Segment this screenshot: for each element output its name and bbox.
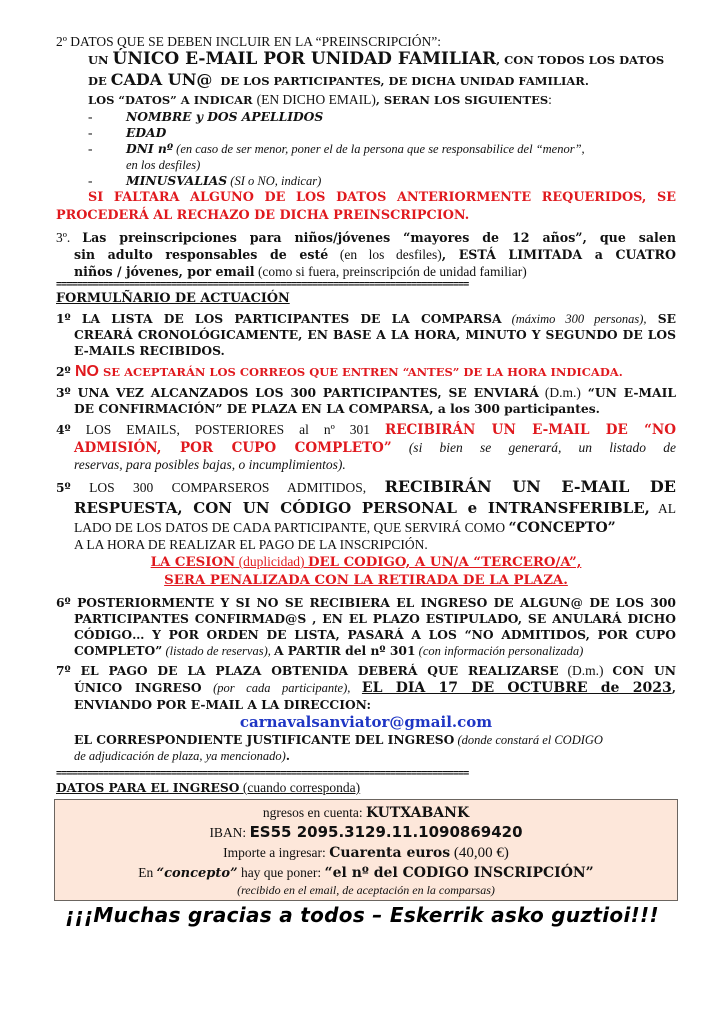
text: UN [88,53,113,67]
section3-line1 [56,229,676,246]
point-number: 7º [56,663,81,678]
text: LADO DE LOS DATOS DE CADA PARTICIPANTE, QUE SERVIRÁ COMO [74,520,509,535]
point6-line3 [56,627,676,643]
label: ngresos en cuenta: [262,805,366,820]
point7-line1 [56,663,676,679]
missing-data-warning-2 [56,207,676,224]
text: , ESTÁ LIMITADA a CUATRO [441,247,676,262]
amount-words: Cuarenta euros [329,845,451,861]
point5-line2 [56,498,676,519]
text: LA CESION [150,555,236,570]
text: RECIBIRÁN UN E-MAIL DE [384,477,676,496]
text: niños / jóvenes, por email [74,264,255,279]
point5-line4 [56,537,676,553]
missing-data-warning-1 [56,189,676,207]
text: LOS 300 COMPARSEROS ADMITIDOS, [70,480,385,495]
point7-line2 [56,679,676,697]
text: , [671,680,676,695]
point-number: 4º [56,422,71,437]
concept-word: “concepto” [156,866,238,881]
text: ENVIANDO POR E-MAIL A LA DIRECCION: [74,697,372,712]
text: , CON TODOS LOS DATOS [496,53,665,67]
concepto-emphasis: “CONCEPTO” [508,520,616,536]
bullet-dash: - [88,109,93,124]
item-label: NOMBRE y DOS APELLIDOS [126,109,324,124]
section2-heading-text: 2º DATOS QUE SE DEBEN INCLUIR EN LA “PREINSCRIPCIÓN”: [56,34,441,49]
text: AL [649,501,676,516]
thanks-message: ¡¡¡Muchas gracias a todos – Eskerrik asko guztioi!!! [65,903,659,927]
data-item-dni [56,141,676,157]
single-email-emphasis: ÚNICO E-MAIL POR UNIDAD FAMILIAR [112,49,497,69]
warning-text: SI FALTARA ALGUNO DE LOS DATOS ANTERIORMENTE REQUERIDOS, SE [88,190,676,205]
code-transfer-warning-2 [56,572,676,590]
point-number: 5º [56,480,71,495]
iban-number: ES55 2095.3129.11.1090869420 [249,823,523,841]
payment-date: EL DIA 17 DE OCTUBRE de 2023 [361,680,672,696]
text: (por cada participante), [201,681,362,695]
point5-line1 [56,477,676,498]
section2-line2 [56,70,676,91]
point5-line3 [56,519,676,537]
email-link[interactable]: carnavalsanviator@gmail.com [239,713,493,731]
concept-note [55,883,677,898]
point6-line1 [56,595,676,611]
text: CON UN [612,663,676,678]
point-number: 6º [56,595,78,610]
item-note: (en caso de ser menor, poner el de la persona que se responsabilice del “menor”, [173,142,585,156]
bullet-dash: - [88,125,93,140]
text: EL PAGO DE LA PLAZA OBTENIDA DEBERÁ QUE REALIZARSE [80,663,559,678]
label: Importe a ingresar: [223,845,330,860]
warning-text: PROCEDERÁ AL RECHAZO DE DICHA PREINSCRIPCION. [56,208,470,223]
text: (como si fuera, preinscripción de unidad familiar) [254,264,527,279]
section2-line1 [56,50,676,70]
point1-line1 [56,311,676,327]
text: RESPUESTA, CON UN CÓDIGO PERSONAL e INTRANSFERIBLE, [74,499,650,517]
contact-email[interactable] [56,713,676,732]
section3-number: 3º. [56,230,83,245]
point3-line2 [56,401,676,417]
section-title: DATOS PARA EL INGRESO [56,780,240,795]
text: (máximo 300 personas), [501,312,647,326]
text: sin adulto responsables de esté [74,247,329,262]
text: reservas, para posibles bajas, o incumplimientos). [74,457,346,472]
text: DE LOS PARTICIPANTES, DE DICHA UNIDAD FAMILIAR. [212,74,589,88]
text: CÓDIGO… Y POR ORDEN DE LISTA, PASARÁ A LOS “NO ADMITIDOS, POR CUPO [74,627,676,642]
text: LA LISTA DE LOS PARTICIPANTES DE LA COMPARSA [81,311,502,326]
text: (listado de reservas), [162,644,274,658]
bullet-dash: - [88,173,93,188]
text: (si bien se generará, un listado de [391,440,676,455]
point7-line6 [56,748,676,764]
ingreso-title [56,779,676,797]
amount-number: (40,00 €) [450,845,509,861]
separator-line: =============================================================================== [56,769,469,779]
text: PARTICIPANTES CONFIRMAD@S , EN EL PLAZO ESTIPULADO, SE ANULARÁ DICHO [74,611,676,626]
label: hay que poner: [237,865,325,880]
formulario-title [56,290,676,308]
point1-line3 [56,343,676,359]
code-transfer-warning-1 [56,553,676,572]
point-number: 1º [56,311,82,326]
iban-line [55,823,677,843]
data-item-disability [56,173,676,189]
text: : [548,92,552,107]
text: (donde constará el CODIGO [454,733,603,747]
text: (D.m.) [538,385,581,400]
text: ÚNICO INGRESO [74,680,202,695]
text: (D.m.) [558,663,613,678]
text: Las preinscripciones para niños/jóvenes “mayores de 12 años”, que salen [82,230,676,245]
cada-una-emphasis: CADA UN@ [110,70,213,89]
text: (cuando corresponda) [239,780,361,795]
text: CREARÁ CRONOLÓGICAMENTE, EN BASE A LA HORA, MINUTO Y SEGUNDO DE LOS [74,327,676,342]
label: En [138,865,157,880]
text: DE CONFIRMACIÓN” DE PLAZA EN LA COMPARSA, a los 300 participantes. [74,401,600,416]
text: , SERAN LOS SIGUIENTES [375,93,549,107]
concept-value: “el nº del CODIGO INSCRIPCIÓN” [324,865,594,881]
amount-line [55,843,677,863]
text: EL CORRESPONDIENTE JUSTIFICANTE DEL INGRESO [74,732,455,747]
text: SE [646,311,676,326]
data-item-age [56,125,676,141]
text: DEL CODIGO, A UN/A “TERCERO/A”, [307,555,582,570]
point1-line2 [56,327,676,343]
text: A LA HORA DE REALIZAR EL PAGO DE LA INSCRIPCIÓN. [74,537,428,552]
concept-line [55,863,677,883]
text: SERA PENALIZADA CON LA RETIRADA DE LA PLAZA. [164,573,568,588]
data-item-name [56,109,676,125]
section2-line3 [56,91,676,109]
point4-line2 [56,439,676,457]
text: E-MAILS RECIBIDOS. [74,343,225,358]
point2-line [56,363,676,381]
point3-line1 [56,385,676,401]
text: A PARTIR del nº 301 [273,643,416,658]
section-title: FORMULÑARIO DE ACTUACIÓN [56,291,290,306]
text: ADMISIÓN, POR CUPO COMPLETO” [74,440,392,456]
text: POSTERIORMENTE Y SI NO SE RECIBIERA EL INGRESO DE ALGUN@ DE LOS 300 [77,595,676,610]
point6-line4 [56,643,676,659]
section3-line3 [56,263,676,280]
no-emphasis: NO [75,363,99,380]
note-text: (recibido en el email, de aceptación en la comparsas) [237,883,495,897]
text: (EN DICHO EMAIL) [256,92,376,107]
item-note: en los desfiles) [126,158,201,172]
item-label: DNI nº [126,141,174,156]
text: . [285,748,291,763]
text: (con información personalizada) [415,644,584,658]
separator-line: =============================================================================== [56,280,469,290]
text: UNA VEZ ALCANZADOS LOS 300 PARTICIPANTES, SE ENVIARÁ [77,385,539,400]
item-note: (SI o NO, indicar) [227,174,322,188]
section3-line2 [56,246,676,263]
point7-line5 [56,732,676,748]
text: RECIBIRÁN UN E-MAIL DE “NO [385,422,676,438]
item-label: MINUSVALIAS [126,173,228,188]
point7-line3 [56,697,676,713]
text: COMPLETO” [74,643,163,658]
text: DE [88,74,111,88]
text: (en los desfiles) [328,247,442,262]
text: SE ACEPTARÁN LOS CORREOS QUE ENTREN “ANTES” DE LA HORA INDICADA. [99,365,623,379]
text: LOS “DATOS” A INDICAR [88,93,257,107]
data-item-dni-cont [56,157,676,173]
point-number: 3º [56,385,78,400]
label: IBAN: [209,825,250,840]
payment-details-box [54,799,678,901]
section2-heading [56,34,676,50]
bank-line [55,803,677,823]
item-label: EDAD [126,125,167,140]
text: “UN E-MAIL [580,385,676,400]
text: de adjudicación de plaza, ya mencionado) [74,749,286,763]
bullet-dash: - [88,141,93,156]
bank-name: KUTXABANK [365,805,470,821]
point4-line1 [56,421,676,439]
point4-line3 [56,457,676,473]
point6-line2 [56,611,676,627]
document-page [56,34,676,927]
point-number: 2º [56,364,75,379]
text: LOS EMAILS, POSTERIORES al nº 301 [70,422,386,437]
text: (duplicidad) [235,554,308,569]
